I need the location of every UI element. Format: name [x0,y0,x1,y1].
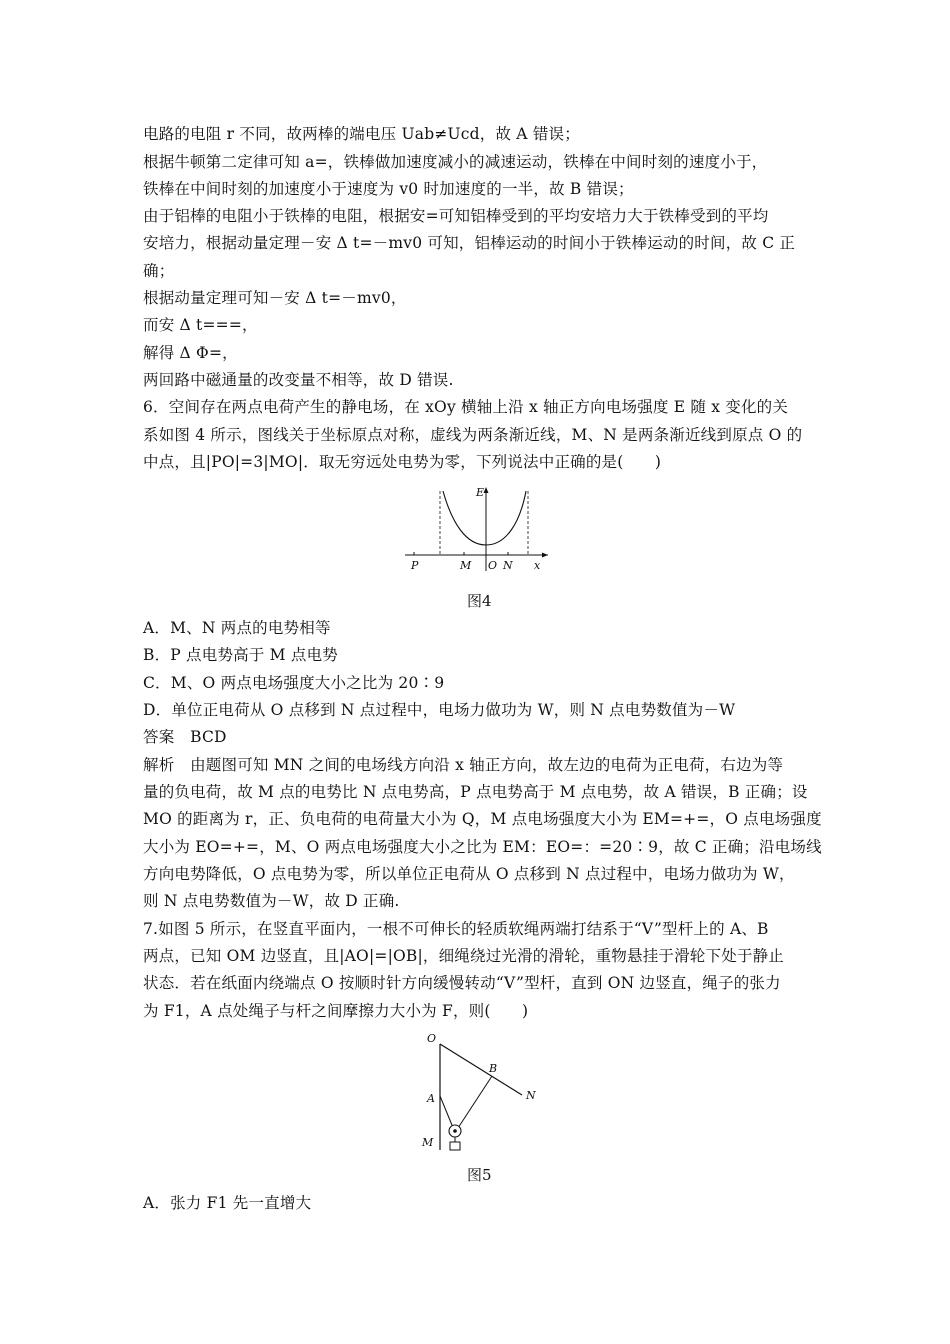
figure-4-graph [400,483,555,575]
text-line: 而安 Δ t===， [143,316,258,334]
text-line: 两回路中磁通量的改变量不相等，故 D 错误. [143,371,454,389]
option-a: A．M、N 两点的电势相等 [143,619,331,637]
rope-right [458,1076,492,1128]
option-a: A．张力 F1 先一直增大 [143,1194,312,1212]
option-d: D．单位正电荷从 O 点移到 N 点过程中，电场力做功为 W，则 N 点电势数值为－W [143,701,736,719]
figure-4-caption: 图4 [467,592,492,610]
label-p: P [411,559,419,572]
rope-left [440,1096,454,1130]
text-line: 铁棒在中间时刻的加速度小于速度为 v0 时加速度的一半，故 B 错误； [143,180,634,198]
question-7-line: 状态．若在纸面内绕端点 O 按顺时针方向缓慢转动“V”型杆，直到 ON 边竖直，绳子的张力 [143,974,781,992]
question-7-line: 为 F1，A 点处绳子与杆之间摩擦力大小为 F，则( ) [143,1002,529,1020]
text-line: 由于铝棒的电阻小于铁棒的电阻，根据安=可知铝棒受到的平均安培力大于铁棒受到的平均 [143,207,769,225]
label-m: M [460,559,472,572]
label-a: A [427,1092,435,1105]
text-line: 解得 Δ Φ=， [143,344,238,362]
question-6-line: 系如图 4 所示，图线关于坐标原点对称，虚线为两条渐近线，M、N 是两条渐近线到原点 O 的 [143,426,803,444]
analysis-line: 量的负电荷，故 M 点的电势比 N 点电势高，P 点电势高于 M 点电势，故 A 错误，B 正确；设 [143,783,808,801]
option-c: C．M、O 两点电场强度大小之比为 20∶9 [143,674,445,692]
analysis-line: 大小为 EO=+=，M、O 两点电场强度大小之比为 EM：EO=：=20∶9，故 C 正确；沿电场线 [143,838,822,856]
text-line: 安培力，根据动量定理－安 Δ t=－mv0 可知，铝棒运动的时间小于铁棒运动的时间，故 C 正 [143,234,796,252]
label-x: x [534,559,541,572]
figure-5-diagram [414,1030,549,1158]
question-6-line: 中点，且|PO|=3|MO|．取无穷远处电势为零，下列说法中正确的是( ) [143,453,662,471]
text-line: 根据牛顿第二定律可知 a=，铁棒做加速度减小的减速运动，铁棒在中间时刻的速度小于， [143,153,768,171]
e-axis-arrow [484,487,489,493]
label-e: E [476,486,485,499]
label-m: M [422,1136,434,1149]
figure-5-caption: 图5 [467,1166,492,1184]
question-7-line: 7.如图 5 所示，在竖直平面内，一根不可伸长的轻质软绳两端打结系于“V”型杆上的 A、B [143,920,769,938]
hanging-weight [450,1142,460,1150]
label-n: N [503,559,513,572]
rod-on [440,1044,522,1095]
analysis-line: 则 N 点电势数值为－W，故 D 正确. [143,892,400,910]
question-6-line: 6．空间存在两点电荷产生的静电场，在 xOy 横轴上沿 x 轴正方向电场强度 E 随 x 变化的关 [143,398,789,416]
label-b: B [489,1062,498,1075]
text-line: 确； [143,262,175,280]
answer-line: 答案 BCD [143,728,227,746]
x-axis-arrow [542,553,548,558]
analysis-line: 解析 由题图可知 MN 之间的电场线方向沿 x 轴正方向，故左边的电荷为正电荷，右边为等 [143,756,784,774]
label-o: O [427,1032,437,1045]
label-o: O [488,559,498,572]
analysis-line: MO 的距离为 r，正、负电荷的电荷量大小为 Q，M 点电场强度大小为 EM=+=，O 点电场强度 [143,810,822,828]
analysis-line: 方向电势降低，O 点电势为零，所以单位正电荷从 O 点移到 N 点过程中，电场力做功为 W， [143,865,795,883]
option-b: B．P 点电势高于 M 点电势 [143,646,338,664]
question-7-line: 两点，已知 OM 边竖直，且|AO|=|OB|，细绳绕过光滑的滑轮，重物悬挂于滑轮下处于静止 [143,947,785,965]
text-line: 根据动量定理可知－安 Δ t=－mv0， [143,289,407,307]
field-curve [443,491,526,545]
text-line: 电路的电阻 r 不同，故两棒的端电压 Uab≠Ucd，故 A 错误； [143,125,580,143]
label-n: N [526,1089,536,1102]
pulley-axle [453,1129,457,1133]
